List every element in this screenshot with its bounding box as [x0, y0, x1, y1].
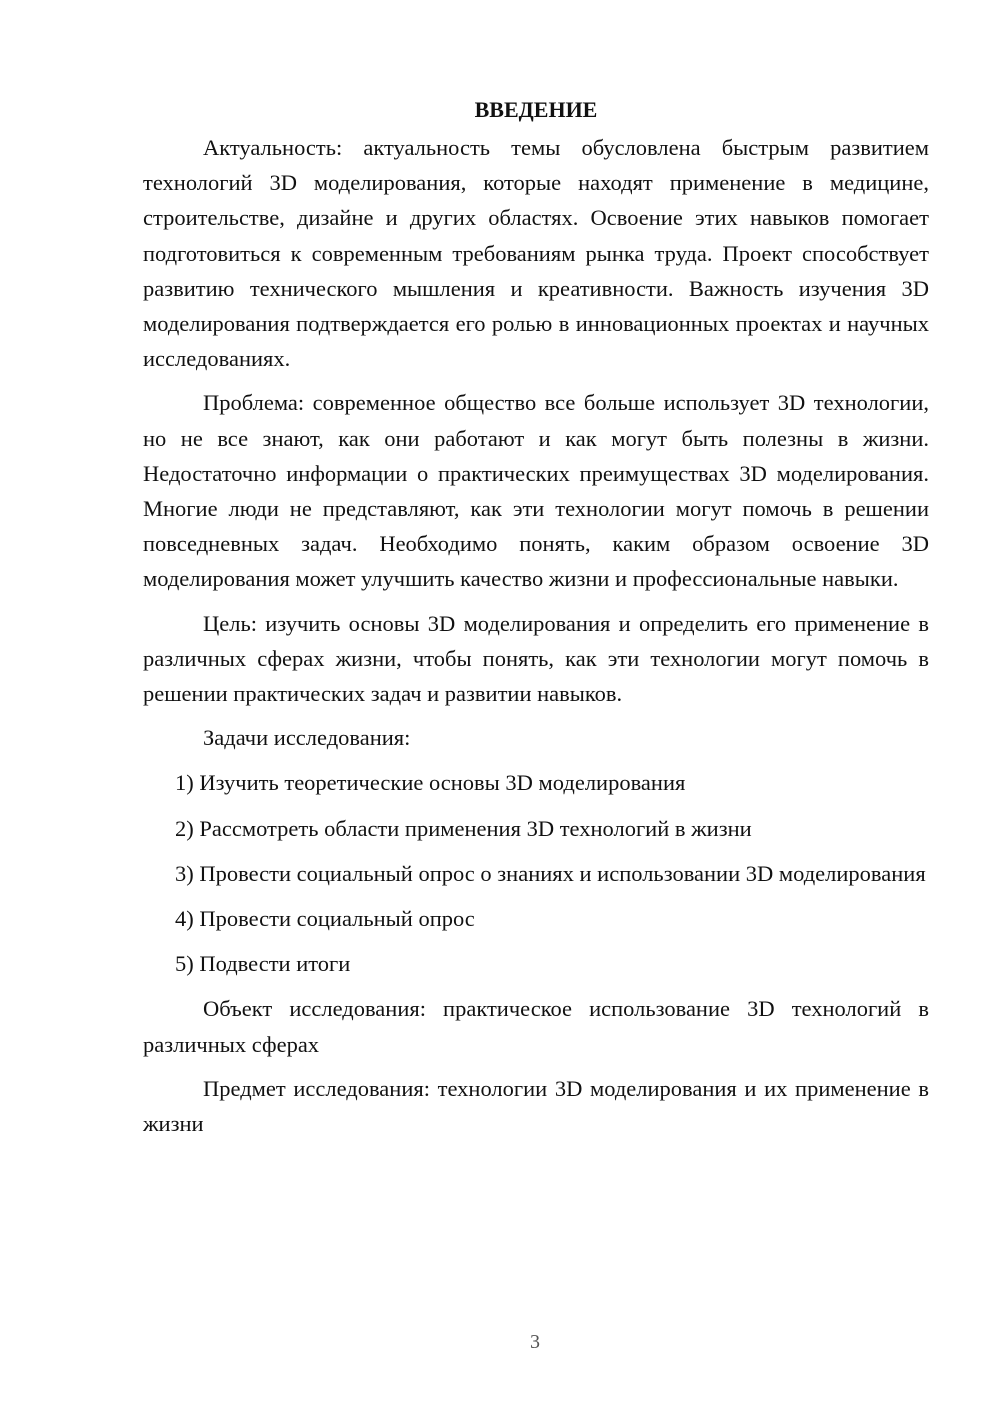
object-paragraph: Объект исследования: практическое использование 3D технологий в различных сферах	[143, 996, 929, 1057]
task-item: 3) Провести социальный опрос о знаниях и использовании 3D моделирования	[175, 860, 926, 886]
tasks-title: Задачи исследования:	[203, 725, 411, 751]
task-item: 2) Рассмотреть области применения 3D технологий в жизни	[175, 815, 752, 841]
task-item: 5) Подвести итоги	[175, 951, 351, 977]
task-item: 1) Изучить теоретические основы 3D моделирования	[175, 770, 686, 796]
subject-paragraph: Предмет исследования: технологии 3D моделирования и их применение в жизни	[143, 1075, 929, 1137]
relevance-paragraph: Актуальность: актуальность темы обусловлена быстрым развитием технологий 3D моделирования, которые находят применение в медицине, строительстве, дизайне и других областях. Освоение этих навыков помогает подготовиться к современным требованиям рынка труда. Проект способствует развитию технического мышления и креативности. Важность изучения 3D моделирования подтверждается его ролью в инновационных проектах и научных исследованиях.	[143, 135, 929, 372]
page-number: 3	[530, 1331, 540, 1353]
goal-paragraph: Цель: изучить основы 3D моделирования и определить его применение в различных сферах жизни, чтобы понять, как эти технологии могут помочь в решении практических задач и развитии навыков.	[143, 610, 929, 707]
task-item: 4) Провести социальный опрос	[175, 906, 475, 932]
problem-paragraph: Проблема: современное общество все больше использует 3D технологии, но не все знают, как они работают и как могут быть полезны в жизни. Недостаточно информации о практических преимуществах 3D моделирования. Многие люди не представляют, как эти технологии могут помочь в решении повседневных задач. Необходимо понять, каким образом освоение 3D моделирования может улучшить качество жизни и профессиональные навыки.	[143, 390, 929, 592]
section-heading: ВВЕДЕНИЕ	[474, 97, 598, 122]
document-body	[143, 92, 929, 1150]
